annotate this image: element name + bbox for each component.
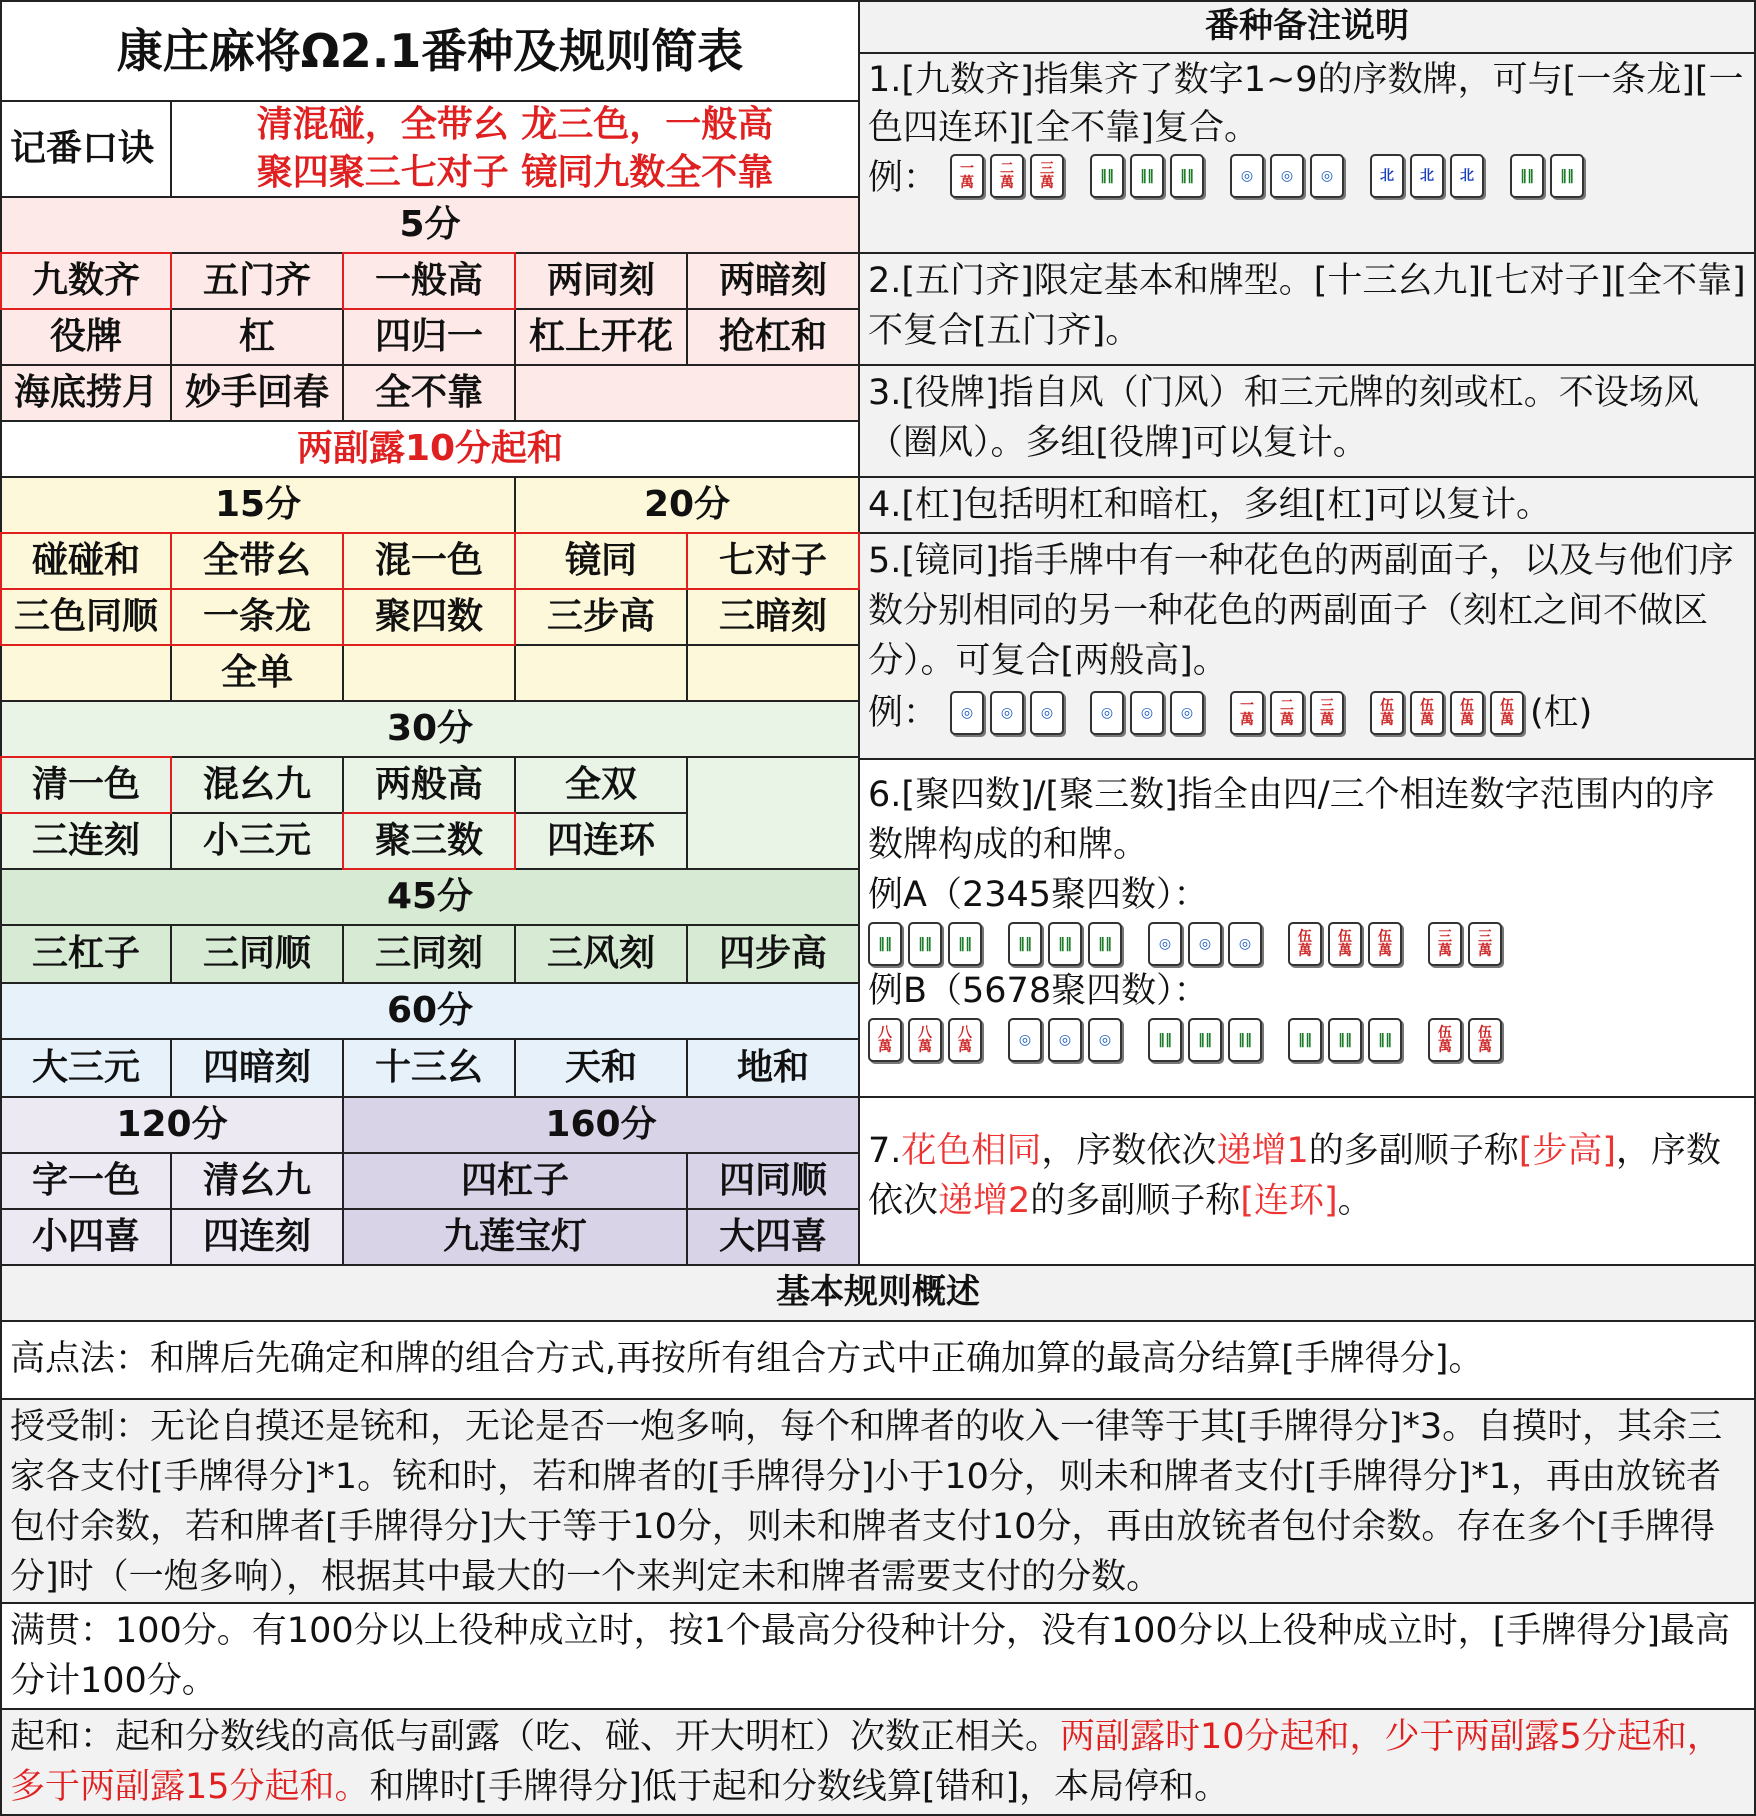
- tile-north-icon: 北: [1370, 154, 1404, 198]
- tier-20-header: 20分: [514, 476, 860, 534]
- tier-5-header: 5分: [0, 196, 860, 254]
- tier-160-header: 160分: [342, 1096, 860, 1154]
- tile-dot-icon: ◎: [1088, 1018, 1122, 1062]
- yaku-quandan: 全单: [170, 644, 344, 702]
- note-6-text: 6.[聚四数]/[聚三数]指全由四/三个相连数字范围内的序数牌构成的和牌。: [868, 775, 1715, 865]
- tile-bamboo-icon: ‖‖: [1048, 922, 1082, 966]
- tier-15-header: 15分: [0, 476, 516, 534]
- yaku-jiushuqi: 九数齐: [0, 252, 172, 310]
- tile-bamboo-icon: ‖‖: [1090, 154, 1124, 198]
- tile-wan3-icon: 三 萬: [1310, 691, 1344, 735]
- mnemonic-line1: 清混碰，全带幺 龙三色，一般高: [256, 104, 774, 145]
- yaku-silianhuan: 四连环: [514, 812, 688, 870]
- yaku-sangangzi: 三杠子: [0, 924, 172, 984]
- note-1-example-label: 例：: [868, 158, 939, 198]
- min-win-banner: 两副露10分起和: [0, 420, 860, 478]
- note-2: 2.[五门齐]限定基本和牌型。[十三幺九][七对子][全不靠]不复合[五门齐]。: [858, 252, 1756, 366]
- yaku-jingtong: 镜同: [514, 532, 688, 590]
- yaku-quanshuang: 全双: [514, 756, 688, 814]
- yaku-sigangzi: 四杠子: [342, 1152, 688, 1210]
- note-1-example-row: [868, 154, 1746, 202]
- yaku-qingyise: 清一色: [0, 756, 172, 814]
- note-7-highlight: 花色相同: [901, 1131, 1042, 1171]
- yaku-shisanyao: 十三幺: [342, 1038, 516, 1098]
- yaku-jusishu: 聚四数: [342, 588, 516, 646]
- yaku-sanlianke: 三连刻: [0, 812, 172, 870]
- tile-bamboo-icon: ‖‖: [1088, 922, 1122, 966]
- yaku-sansetongshun: 三色同顺: [0, 588, 172, 646]
- tile-wan5-icon: 伍 萬: [1428, 1018, 1462, 1062]
- note-5-example-label: 例：: [868, 693, 939, 733]
- yaku-xiaosanyuan: 小三元: [170, 812, 344, 870]
- empty-cell: [342, 644, 516, 702]
- yaku-sianke: 四暗刻: [170, 1038, 344, 1098]
- mnemonic-line2: 聚四聚三七对子 镜同九数全不靠: [256, 152, 774, 193]
- note-6-example-b-row: [868, 1018, 1746, 1062]
- note-5: [858, 532, 1756, 760]
- tile-bamboo-icon: ‖‖: [908, 922, 942, 966]
- tile-wan2-icon: 二 萬: [1270, 691, 1304, 735]
- tile-dot-icon: ◎: [1130, 691, 1164, 735]
- tile-dot-icon: ◎: [1228, 922, 1262, 966]
- note-7-part: ，序数依次: [1041, 1131, 1217, 1171]
- yaku-haidilaoyue: 海底捞月: [0, 364, 172, 422]
- yaku-hunyise: 混一色: [342, 532, 516, 590]
- rule-qihe: [0, 1708, 1756, 1816]
- tile-bamboo-icon: ‖‖: [1130, 154, 1164, 198]
- note-7-part: 的多副顺子称: [1030, 1181, 1241, 1221]
- yaku-quandaiyao: 全带幺: [170, 532, 344, 590]
- tile-wan5-icon: 伍 萬: [1370, 691, 1404, 735]
- tile-dot-icon: ◎: [1310, 154, 1344, 198]
- yaku-yibangao: 一般高: [342, 252, 516, 310]
- note-1-text: 1.[九数齐]指集齐了数字1~9的序数牌，可与[一条龙][一色四连环][全不靠]复合。: [868, 60, 1744, 148]
- yaku-tianhe: 天和: [514, 1038, 688, 1098]
- yaku-yitiaolong: 一条龙: [170, 588, 344, 646]
- tier-30-header: 30分: [0, 700, 860, 758]
- yaku-sibugao: 四步高: [686, 924, 860, 984]
- rule-qihe-part: 起和：起和分数线的高低与副露（吃、碰、开大明杠）次数正相关。: [10, 1717, 1061, 1757]
- yaku-sanfengke: 三风刻: [514, 924, 688, 984]
- tile-dot-icon: ◎: [1170, 691, 1204, 735]
- notes-header: 番种备注说明: [858, 0, 1756, 54]
- yaku-dihe: 地和: [686, 1038, 860, 1098]
- empty-cell: [0, 644, 172, 702]
- tile-wan5-icon: 伍 萬: [1410, 691, 1444, 735]
- tile-dot-icon: ◎: [990, 691, 1024, 735]
- tile-dot-icon: ◎: [1270, 154, 1304, 198]
- note-7-part: 。: [1337, 1181, 1373, 1221]
- empty-cell: [514, 644, 688, 702]
- empty-cell: [514, 364, 860, 422]
- note-5-example-row: [868, 688, 1746, 738]
- note-7-highlight: [步高]: [1518, 1131, 1617, 1171]
- tile-bamboo-icon: ‖‖: [1188, 1018, 1222, 1062]
- rule-manguan: 满贯：100分。有100分以上役种成立时，按1个最高分役种计分，没有100分以上役种成立时，[手牌得分]最高分计100分。: [0, 1602, 1756, 1710]
- yaku-qiduizi: 七对子: [686, 532, 860, 590]
- tier-45-header: 45分: [0, 868, 860, 926]
- yaku-liangananke: 两暗刻: [686, 252, 860, 310]
- note-5-kong-suffix: (杠): [1530, 693, 1593, 733]
- note-6-example-b-label: 例B（5678聚四数）：: [868, 971, 1209, 1011]
- tile-wan8-icon: 八 萬: [908, 1018, 942, 1062]
- yaku-quanbukao: 全不靠: [342, 364, 516, 422]
- note-6-example-a-label: 例A（2345聚四数）：: [868, 875, 1209, 915]
- tile-wan8-icon: 八 萬: [948, 1018, 982, 1062]
- rule-qihe-highlight: 两副露时10分起和，少于两副露5分起和，多于两副露15分起和。: [10, 1717, 1722, 1807]
- tile-wan3-icon: 三 萬: [1428, 922, 1462, 966]
- note-7: [858, 1096, 1756, 1266]
- yaku-pengpenghe: 碰碰和: [0, 532, 172, 590]
- yaku-qiangganghe: 抢杠和: [686, 308, 860, 366]
- rules-header: 基本规则概述: [0, 1264, 1756, 1322]
- yaku-hunyaojiu: 混幺九: [170, 756, 344, 814]
- tile-wan8-icon: 八 萬: [868, 1018, 902, 1062]
- tile-wan5-icon: 伍 萬: [1328, 922, 1362, 966]
- tile-wan5-icon: 伍 萬: [1368, 922, 1402, 966]
- tile-bamboo-icon: ‖‖: [1328, 1018, 1362, 1062]
- tile-bamboo-icon: ‖‖: [1550, 154, 1584, 198]
- tile-bamboo-icon: ‖‖: [1148, 1018, 1182, 1062]
- yaku-jusanshu: 聚三数: [342, 812, 516, 870]
- yaku-wumenqi: 五门齐: [170, 252, 344, 310]
- rule-qihe-part: 和牌时[手牌得分]低于起和分数线算[错和]，本局停和。: [369, 1767, 1230, 1807]
- yaku-jiulianbaodeng: 九莲宝灯: [342, 1208, 688, 1266]
- tile-dot-icon: ◎: [1030, 691, 1064, 735]
- tile-wan5-icon: 伍 萬: [1288, 922, 1322, 966]
- tile-bamboo-icon: ‖‖: [1008, 922, 1042, 966]
- yaku-sananke: 三暗刻: [686, 588, 860, 646]
- tile-bamboo-icon: ‖‖: [1288, 1018, 1322, 1062]
- tile-wan5-icon: 伍 萬: [1450, 691, 1484, 735]
- tile-dot-icon: ◎: [1230, 154, 1264, 198]
- note-7-highlight: 递增1: [1216, 1131, 1309, 1171]
- tile-wan3-icon: 三 萬: [1030, 154, 1064, 198]
- tile-wan5-icon: 伍 萬: [1490, 691, 1524, 735]
- tile-dot-icon: ◎: [1148, 922, 1182, 966]
- note-7-part: ，序数依次: [868, 1131, 1722, 1221]
- note-6-example-a-row: [868, 922, 1746, 966]
- tile-bamboo-icon: ‖‖: [1368, 1018, 1402, 1062]
- note-4: 4.[杠]包括明杠和暗杠，多组[杠]可以复计。: [858, 476, 1756, 534]
- yaku-santongshun: 三同顺: [170, 924, 344, 984]
- tile-dot-icon: ◎: [950, 691, 984, 735]
- tile-dot-icon: ◎: [1008, 1018, 1042, 1062]
- note-5-text: 5.[镜同]指手牌中有一种花色的两副面子，以及与他们序数分别相同的另一种花色的两副面子（刻杠之间不做区分）。可复合[两般高]。: [868, 541, 1734, 681]
- tile-bamboo-icon: ‖‖: [868, 922, 902, 966]
- yaku-siguiyi: 四归一: [342, 308, 516, 366]
- mnemonic-text: [170, 100, 860, 198]
- yaku-xiaosixi: 小四喜: [0, 1208, 172, 1266]
- note-3: 3.[役牌]指自风（门风）和三元牌的刻或杠。不设场风（圈风）。多组[役牌]可以复计。: [858, 364, 1756, 478]
- tile-bamboo-icon: ‖‖: [1510, 154, 1544, 198]
- page-title: 康庄麻将Ω2.1番种及规则简表: [0, 0, 860, 102]
- tile-wan2-icon: 二 萬: [990, 154, 1024, 198]
- tile-bamboo-icon: ‖‖: [1170, 154, 1204, 198]
- yaku-dasixi: 大四喜: [686, 1208, 860, 1266]
- note-7-highlight: [连环]: [1240, 1181, 1338, 1221]
- note-7-highlight: 递增2: [938, 1181, 1031, 1221]
- yaku-dasanyuan: 大三元: [0, 1038, 172, 1098]
- tile-bamboo-icon: ‖‖: [948, 922, 982, 966]
- note-7-part: 7.: [868, 1131, 902, 1171]
- yaku-miaoshouhuichun: 妙手回春: [170, 364, 344, 422]
- yaku-qingyaojiu: 清幺九: [170, 1152, 344, 1210]
- yaku-lianggaoban: 两般高: [342, 756, 516, 814]
- tile-bamboo-icon: ‖‖: [1228, 1018, 1262, 1062]
- yaku-gang: 杠: [170, 308, 344, 366]
- yaku-ziyise: 字一色: [0, 1152, 172, 1210]
- note-7-part: 的多副顺子称: [1308, 1131, 1519, 1171]
- tile-dot-icon: ◎: [1090, 691, 1124, 735]
- note-1: [858, 52, 1756, 254]
- note-6: [858, 758, 1756, 1098]
- yaku-sitongshun: 四同顺: [686, 1152, 860, 1210]
- tile-wan1-icon: 一 萬: [950, 154, 984, 198]
- yaku-silianke: 四连刻: [170, 1208, 344, 1266]
- rule-shoushou: 授受制：无论自摸还是铳和，无论是否一炮多响，每个和牌者的收入一律等于其[手牌得分]*3。自摸时，其余三家各支付[手牌得分]*1。铳和时，若和牌者的[手牌得分]小于10分，则未和牌者支付[手牌得分]*1，再由放铳者包付余数，若和牌者[手牌得分]大于等于10分，则未和牌者支付10分，再由放铳者包付余数。存在多个[手牌得分]时（一炮多响），根据其中最大的一个来判定未和牌者需要支付的分数。: [0, 1398, 1756, 1604]
- empty-cell: [686, 756, 860, 870]
- tile-dot-icon: ◎: [1048, 1018, 1082, 1062]
- yaku-santongke: 三同刻: [342, 924, 516, 984]
- tier-120-header: 120分: [0, 1096, 344, 1154]
- tile-dot-icon: ◎: [1188, 922, 1222, 966]
- tier-60-header: 60分: [0, 982, 860, 1040]
- rule-gaodian: 高点法：和牌后先确定和牌的组合方式,再按所有组合方式中正确加算的最高分结算[手牌得分]。: [0, 1320, 1756, 1400]
- tile-wan5-icon: 伍 萬: [1468, 1018, 1502, 1062]
- yaku-sanbugao: 三步高: [514, 588, 688, 646]
- tile-north-icon: 北: [1450, 154, 1484, 198]
- tile-wan1-icon: 一 萬: [1230, 691, 1264, 735]
- yaku-yipai: 役牌: [0, 308, 172, 366]
- tile-north-icon: 北: [1410, 154, 1444, 198]
- tile-wan3-icon: 三 萬: [1468, 922, 1502, 966]
- empty-cell: [686, 644, 860, 702]
- yaku-liangtongke: 两同刻: [514, 252, 688, 310]
- mnemonic-label: 记番口诀: [0, 100, 172, 198]
- yaku-gangshangkaihua: 杠上开花: [514, 308, 688, 366]
